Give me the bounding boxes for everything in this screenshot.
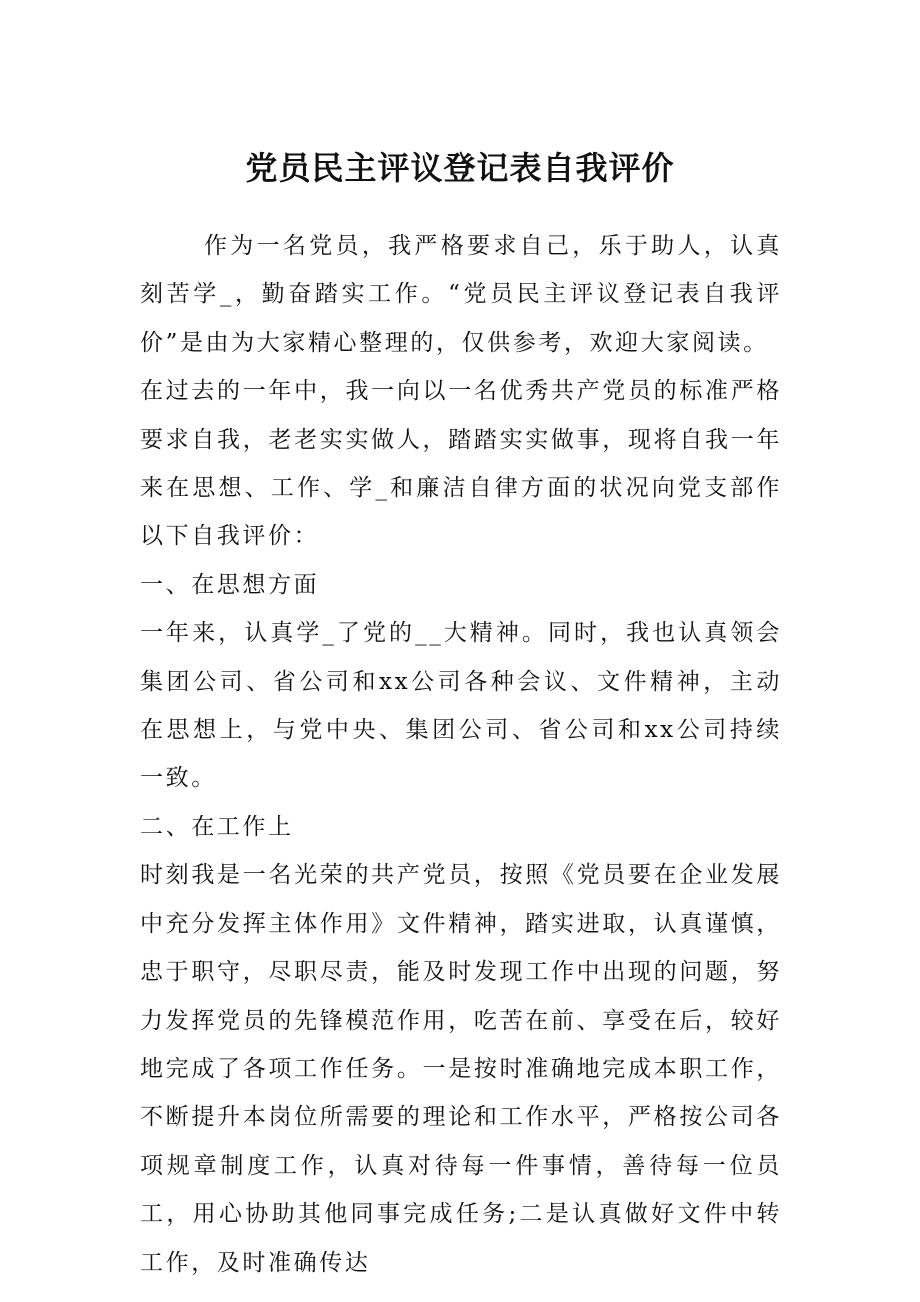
- section-body-thought: 一年来，认真学_了党的__大精神。同时，我也认真领会集团公司、省公司和xx公司各种会议、文件精神，主动在思想上，与党中央、集团公司、省公司和xx公司持续一致。: [140, 620, 782, 792]
- section-body-work: 时刻我是一名光荣的共产党员，按照《党员要在企业发展中充分发挥主体作用》文件精神，踏实进取，认真谨慎，忠于职守，尽职尽责，能及时发现工作中出现的问题，努力发挥党员的先锋模范作用，吃苦在前、享受在后，较好地完成了各项工作任务。一是按时准确地完成本职工作，不断提升本岗位所需要的理论和工作水平，严格按公司各项规章制度工作，认真对待每一件事情，善待每一位员工，用心协助其他同事完成任务;二是认真做好文件中转工作，及时准确传达: [140, 862, 782, 1276]
- document-title: 党员民主评议登记表自我评价: [245, 149, 675, 187]
- section-heading-work: 二、在工作上: [140, 813, 294, 840]
- document-body: [140, 222, 782, 1287]
- section-heading-thought: 一、在思想方面: [140, 571, 320, 598]
- paragraph-past-year: 在过去的一年中，我一向以一名优秀共产党员的标准严格要求自我，老老实实做人，踏踏实实做事，现将自我一年来在思想、工作、学_和廉洁自律方面的状况向党支部作以下自我评价：: [140, 378, 782, 550]
- intro-paragraph: 作为一名党员，我严格要求自己，乐于助人，认真刻苦学_，勤奋踏实工作。“党员民主评议登记表自我评价”是由为大家精心整理的，仅供参考，欢迎大家阅读。: [140, 233, 782, 356]
